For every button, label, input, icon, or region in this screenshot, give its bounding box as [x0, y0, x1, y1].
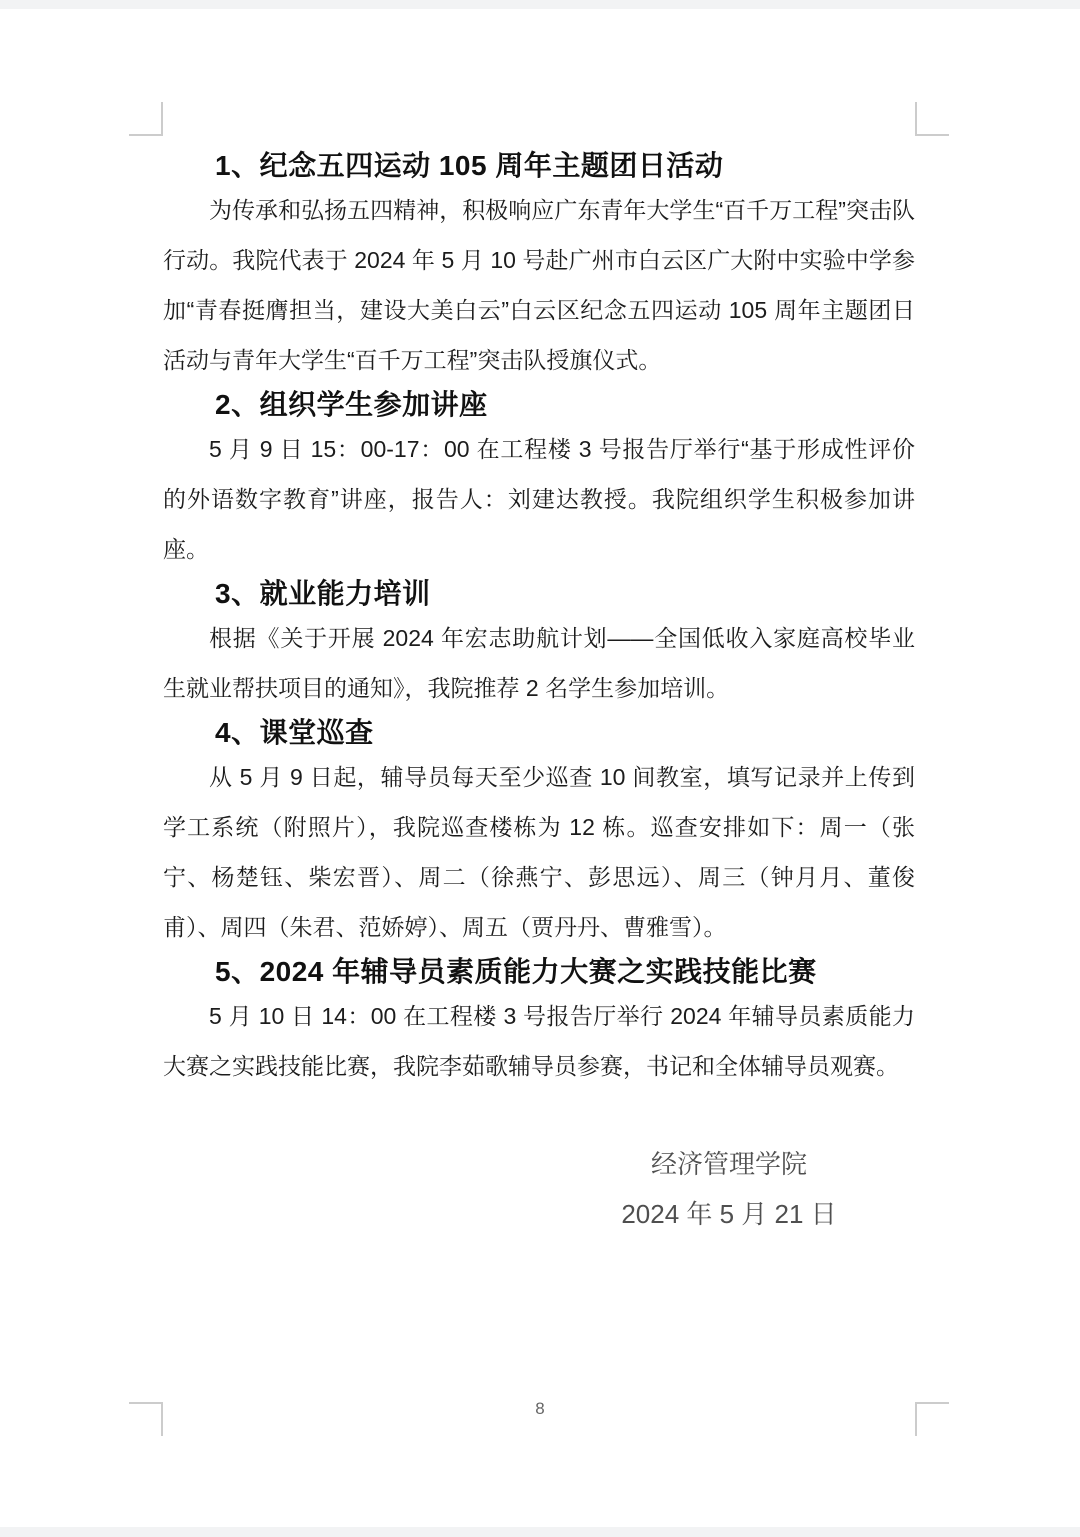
signature-date: 2024 年 5 月 21 日: [621, 1199, 837, 1229]
margin-mark-top-right: [915, 102, 949, 136]
document-content: [163, 146, 915, 1239]
section-2-heading: 2、组织学生参加讲座: [215, 389, 488, 420]
page-gap-bottom: [0, 1527, 1080, 1537]
section-5-heading: 5、2024 年辅导员素质能力大赛之实践技能比赛: [215, 956, 817, 987]
page-gap-top: [0, 0, 1080, 9]
section-3-heading: 3、就业能力培训: [215, 578, 431, 609]
section-3-body: 根据《关于开展 2024 年宏志助航计划——全国低收入家庭高校毕业生就业帮扶项目的通知》，我院推荐 2 名学生参加培训。: [163, 625, 915, 701]
section-5-body: 5 月 10 日 14：00 在工程楼 3 号报告厅举行 2024 年辅导员素质能力大赛之实践技能比赛，我院李茹歌辅导员参赛，书记和全体辅导员观赛。: [163, 1003, 915, 1079]
signature-block: [543, 1139, 915, 1239]
section-2-body: 5 月 9 日 15：00-17：00 在工程楼 3 号报告厅举行“基于形成性评价的外语数字教育”讲座，报告人：刘建达教授。我院组织学生积极参加讲座。: [163, 436, 915, 562]
signature-organization: 经济管理学院: [650, 1149, 807, 1179]
section-4-heading: 4、课堂巡查: [215, 717, 374, 748]
section-1-heading: 1、纪念五四运动 105 周年主题团日活动: [215, 150, 724, 181]
margin-mark-top-left: [129, 102, 163, 136]
section-4-body: 从 5 月 9 日起，辅导员每天至少巡查 10 间教室，填写记录并上传到学工系统（附照片），我院巡查楼栋为 12 栋。巡查安排如下：周一（张宁、杨楚钰、柴宏晋）、周二（徐燕宁、彭思远）、周三（钟月月、董俊甫）、周四（朱君、范娇婷）、周五（贾丹丹、曹雅雪）。: [163, 764, 915, 940]
page-number: 8: [535, 1399, 545, 1418]
section-1-body: 为传承和弘扬五四精神，积极响应广东青年大学生“百千万工程”突击队行动。我院代表于 2024 年 5 月 10 号赴广州市白云区广大附中实验中学参加“青春挺膺担当，建设大美白云”白云区纪念五四运动 105 周年主题团日活动与青年大学生“百千万工程”突击队授旗仪式。: [163, 197, 915, 373]
